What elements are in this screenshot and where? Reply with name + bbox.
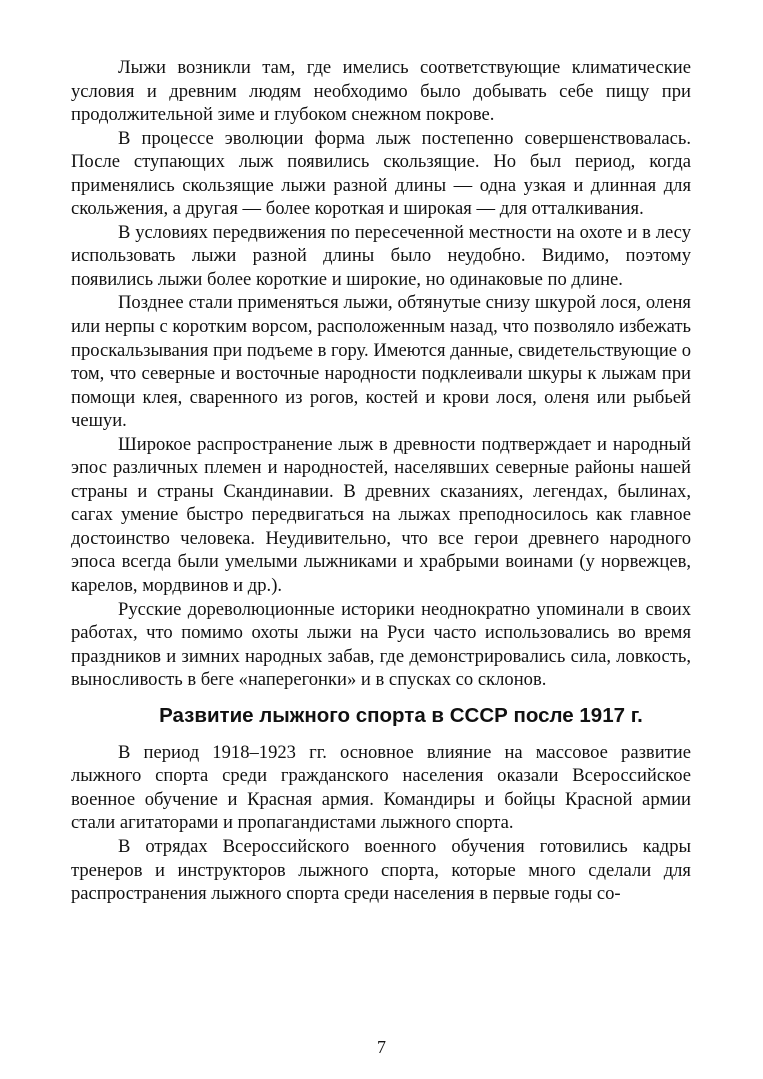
paragraph-ski-origins: Лыжи возникли там, где имелись соответствующие климатические условия и древним людям необходимо было добывать себе пищу при продолжительной зиме и глубоком снежном покрове. (71, 57, 691, 126)
section-heading: Развитие лыжного спорта в СССР после 1917 г. (159, 703, 643, 727)
page-body (71, 56, 691, 906)
paragraph-folk-epic: Широкое распространение лыж в древности подтверждает и народный эпос различных племен и народностей, населявших северные районы нашей страны и страны Скандинавии. В древних сказаниях, легендах, былинах, сагах умение быстро передвигаться на лыжах преподносилось как главное достоинство человека. Неудивительно, что все герои древнего народного эпоса всегда были умелыми лыжниками и храбрыми воинами (у норвежцев, карелов, мордвинов и др.). (71, 433, 691, 597)
paragraph-ski-evolution: В процессе эволюции форма лыж постепенно совершенствовалась. После ступающих лыж появились скользящие. Но был период, когда применялись скользящие лыжи разной длины — одна узкая и длинная для скольжения, а другая — более короткая и широкая — для отталкивания. (71, 127, 691, 220)
paragraph-military-training: В отрядах Всероссийского военного обучения готовились кадры тренеров и инструкторов лыжного спорта, которые много сделали для распространения лыжного спорта среди населения в первые годы со- (71, 835, 691, 905)
paragraph-fur-covered-skis: Позднее стали применяться лыжи, обтянутые снизу шкурой лося, оленя или нерпы с коротким ворсом, расположенным назад, что позволяло избежать проскальзывания при подъеме в гору. Имеются данные, свидетельствующие о том, что северные и восточные народности подклеивали шкуры к лыжам при помощи клея, сваренного из рогов, костей и крови лося, оленя или рыбьей чешуи. (71, 292, 691, 432)
paragraph-russian-historians: Русские дореволюционные историки неоднократно упоминали в своих работах, что помимо охоты лыжи на Руси часто использовались во время праздников и зимних народных забав, где демонстрировались сила, ловкость, выносливость в беге «наперегонки» и в спусках со склонов. (71, 598, 691, 691)
page-number: 7 (377, 1037, 386, 1057)
paragraph-1918-1923: В период 1918–1923 гг. основное влияние на массовое развитие лыжного спорта среди гражданского населения оказали Всероссийское военное обучение и Красная армия. Командиры и бойцы Красной армии стали агитаторами и пропагандистами лыжного спорта. (71, 741, 691, 834)
paragraph-equal-length-skis: В условиях передвижения по пересеченной местности на охоте и в лесу использовать лыжи разной длины было неудобно. Видимо, поэтому появились лыжи более короткие и широкие, но одинаковые по длине. (71, 221, 691, 290)
